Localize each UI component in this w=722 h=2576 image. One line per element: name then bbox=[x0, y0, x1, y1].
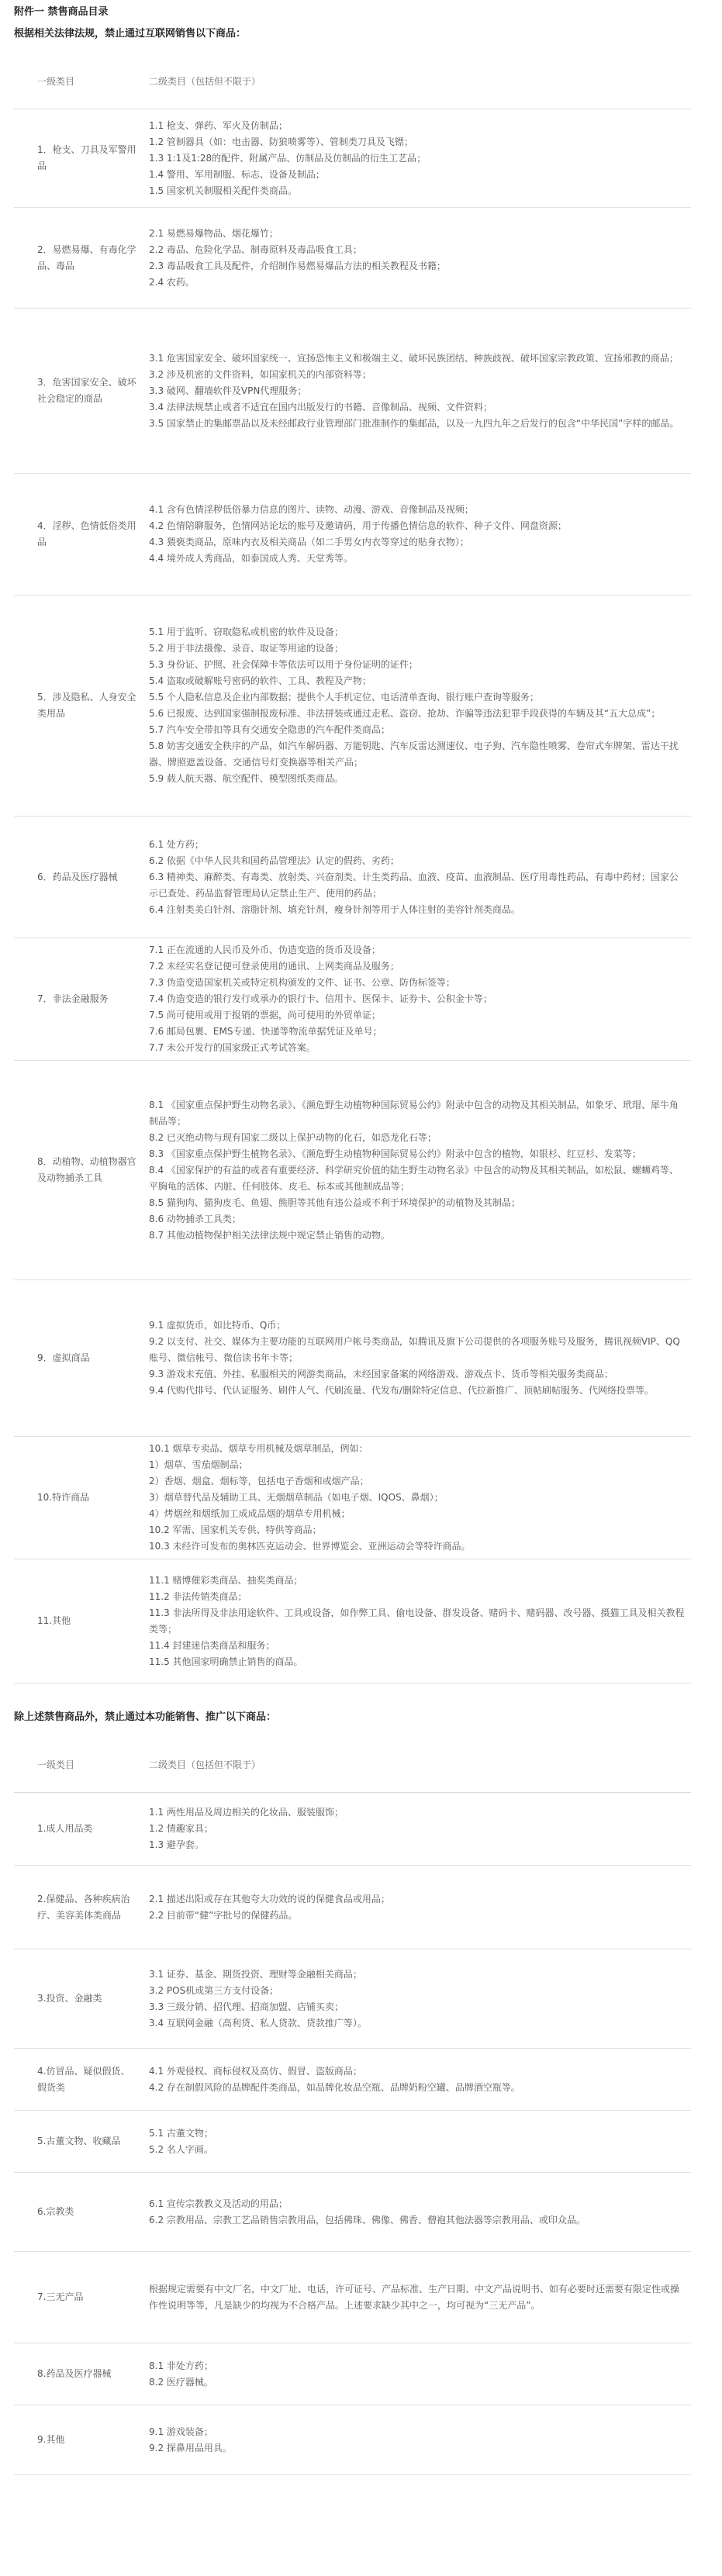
secondary-category-cell bbox=[143, 1437, 691, 1559]
secondary-item: 3.2 POS机或第三方支付设备； bbox=[149, 1984, 279, 1996]
primary-category-cell: 5．涉及隐私、人身安全类用品 bbox=[14, 596, 143, 817]
secondary-item: 8.2 医疗器械。 bbox=[149, 2376, 213, 2388]
secondary-item: 11.5 其他国家明确禁止销售的商品。 bbox=[149, 1656, 303, 1667]
table-header-row bbox=[14, 53, 691, 109]
secondary-item: 3.3 三级分销、招代理、招商加盟、店铺买卖； bbox=[149, 2001, 344, 2012]
secondary-item: 根据规定需要有中文厂名，中文厂址、电话，许可证号、产品标准、生产日期、中文产品说明书、如有必要时还需要有限定性或操作性说明等等，凡是缺少的均视为不合格产品。上述要求缺少其中之一，均可视为“三无产品”。 bbox=[149, 2283, 680, 2311]
secondary-item: 4.1 外观侵权、商标侵权及高仿、假冒、盗版商品； bbox=[149, 2065, 362, 2077]
secondary-item: 1.3 1:1及1:28的配件、附属产品、仿制品及仿制品的衍生工艺品； bbox=[149, 152, 427, 164]
table-row bbox=[14, 2343, 691, 2405]
secondary-item: 7.1 正在流通的人民币及外币、伪造变造的货币及设备； bbox=[149, 944, 381, 955]
table-row bbox=[14, 596, 691, 817]
table-row bbox=[14, 109, 691, 208]
secondary-item: 4.2 色情陪聊服务，色情网站论坛的账号及邀请码，用于传播色情信息的软件、种子文件、网盘资源； bbox=[149, 520, 567, 531]
primary-category-cell: 6．药品及医疗器械 bbox=[14, 817, 143, 938]
secondary-item: 7.6 邮局包裹、EMS专递、快递等物流单据凭证及单号； bbox=[149, 1026, 382, 1037]
secondary-item: 8.5 猫狗肉、猫狗皮毛、鱼翅、熊胆等其他有违公益或不利于环境保护的动植物及其制品； bbox=[149, 1196, 520, 1208]
table-row bbox=[14, 1866, 691, 1949]
secondary-category-cell bbox=[143, 474, 691, 596]
secondary-item: 2.1 易燃易爆物品、烟花爆竹； bbox=[149, 227, 278, 239]
secondary-item: 3.4 法律法规禁止或者不适宜在国内出版发行的书籍、音像制品、视频、文件资料； bbox=[149, 401, 492, 413]
secondary-item: 5.9 载人航天器、航空配件、模型图纸类商品。 bbox=[149, 773, 344, 784]
secondary-item: 2.2 毒品、危险化学品、制毒原料及毒品吸食工具； bbox=[149, 243, 362, 255]
primary-category-cell: 9.其他 bbox=[14, 2405, 143, 2475]
secondary-item: 1）烟草、雪茄烟制品； bbox=[149, 1459, 248, 1470]
secondary-category-cell bbox=[143, 1559, 691, 1683]
secondary-item: 6.2 宗教用品、宗教工艺品销售宗教用品，包括佛珠、佛像、佛香、僧袍其他法器等宗教用品、或印众品。 bbox=[149, 2214, 586, 2226]
secondary-category-cell bbox=[143, 1793, 691, 1866]
primary-category-cell: 7.三无产品 bbox=[14, 2252, 143, 2343]
table-row bbox=[14, 1280, 691, 1437]
prohibited-goods-table bbox=[14, 53, 691, 1683]
secondary-item: 2.2 目前带“健”字批号的保健药品。 bbox=[149, 1909, 298, 1921]
table-row bbox=[14, 817, 691, 938]
secondary-item: 3.3 破网、翻墙软件及VPN代理服务； bbox=[149, 385, 307, 396]
secondary-item: 7.5 尚可使用或用于报销的票据，尚可使用的外贸单证； bbox=[149, 1010, 381, 1020]
secondary-category-cell bbox=[143, 2252, 691, 2343]
document-title: 附件一 禁售商品目录 bbox=[14, 6, 109, 18]
primary-category-cell: 1．枪支、刀具及军警用品 bbox=[14, 109, 143, 208]
secondary-item: 1.2 管制器具（如：电击器、防狼喷雾等）、管制类刀具及飞镖； bbox=[149, 136, 413, 147]
secondary-item: 11.4 封建迷信类商品和服务； bbox=[149, 1639, 275, 1651]
restricted-goods-table bbox=[14, 1736, 691, 2475]
secondary-item: 8.2 已灭绝动物与现有国家二级以上保护动物的化石，如恐龙化石等； bbox=[149, 1131, 437, 1143]
secondary-item: 11.2 非法传销类商品； bbox=[149, 1590, 247, 1602]
primary-category-cell: 9．虚拟商品 bbox=[14, 1280, 143, 1437]
secondary-item: 8.4 《国家保护的有益的或者有重要经济、科学研究价值的陆生野生动物名录》中包含的动物及其相关制品，如松鼠、螺蛳鸡等、平胸龟的活体、内脏、任何肢体、皮毛、标本或其他制成品等； bbox=[149, 1164, 679, 1192]
table-row bbox=[14, 2049, 691, 2111]
secondary-item: 9.1 虚拟货币，如比特币、Q币； bbox=[149, 1320, 286, 1331]
secondary-item: 7.4 伪造变造的银行发行或承办的银行卡、信用卡、医保卡、证券卡、公积金卡等； bbox=[149, 993, 492, 1004]
secondary-item: 9.2 探鼻用品用具。 bbox=[149, 2442, 232, 2453]
column-header-primary: 一级类目 bbox=[14, 1736, 143, 1793]
secondary-item: 7.2 未经实名登记便可登录使用的通讯、上网类商品及服务； bbox=[149, 961, 399, 972]
primary-category-cell: 11.其他 bbox=[14, 1559, 143, 1683]
secondary-item: 3.4 互联网金融（高利贷、私人贷款、贷款推广等）。 bbox=[149, 2017, 367, 2029]
table-body bbox=[14, 1793, 691, 2475]
secondary-item: 8.3 《国家重点保护野生植物名录》、《濒危野生动植物种国际贸易公约》附录中包含的植物，如银杉、红豆杉、发菜等； bbox=[149, 1148, 641, 1159]
secondary-category-cell bbox=[143, 938, 691, 1061]
column-header-primary: 一级类目 bbox=[14, 53, 143, 109]
secondary-item: 2.1 描述出阳或存在其他夸大功效的说的保健食品或用品； bbox=[149, 1893, 390, 1904]
primary-category-cell: 8．动植物、动植物器官及动物捕杀工具 bbox=[14, 1061, 143, 1280]
secondary-item: 6.3 精神类、麻醉类、有毒类、放射类、兴奋剂类、计生类药品、血液、疫苗、血液制品、医疗用毒性药品，有毒中药材；国家公示已查处、药品监督管理局认定禁止生产、使用的药品； bbox=[149, 871, 679, 899]
secondary-item: 2.4 农药。 bbox=[149, 276, 195, 288]
secondary-item: 3.2 涉及机密的文件资料，如国家机关的内部资料等； bbox=[149, 368, 371, 380]
secondary-item: 8.6 动物捕杀工具类； bbox=[149, 1213, 241, 1224]
secondary-item: 6.1 宣传宗教教义及活动的用品； bbox=[149, 2198, 288, 2209]
secondary-item: 2.3 毒品吸食工具及配件，介绍制作易燃易爆品方法的相关教程及书籍； bbox=[149, 260, 446, 271]
secondary-item: 5.8 妨害交通安全秩序的产品，如汽车解码器、万能钥匙、汽车反雷达测速仪、电子狗、汽车隐性喷雾、卷帘式车牌架、雷达干扰器、牌照遮盖设备、交通信号灯变换器等相关产品； bbox=[149, 741, 679, 768]
table-row bbox=[14, 208, 691, 309]
secondary-item: 5.3 身份证、护照、社会保障卡等依法可以用于身份证明的证件； bbox=[149, 659, 418, 670]
table-row bbox=[14, 474, 691, 596]
secondary-item: 6.4 注射类美白针剂、溶脂针剂、填充针剂，瘦身针剂等用于人体注射的美容针剂类商品。 bbox=[149, 903, 520, 915]
secondary-item: 1.1 两性用品及周边相关的化妆品、服装服饰； bbox=[149, 1807, 344, 1818]
secondary-item: 9.2 以支付、社交、媒体为主要功能的互联网用户帐号类商品，如腾讯及旗下公司提供的各项服务账号及服务，腾讯视频VIP、QQ账号、微信帐号、微信读书年卡等； bbox=[149, 1336, 680, 1363]
secondary-item: 5.2 用于非法摄像、录音、取证等用途的设备； bbox=[149, 643, 344, 654]
table-row bbox=[14, 1793, 691, 1866]
secondary-item: 8.1 非处方药； bbox=[149, 2360, 213, 2371]
primary-category-cell: 6.宗教类 bbox=[14, 2173, 143, 2252]
secondary-item: 3.5 国家禁止的集邮票品以及未经邮政行业管理部门批准制作的集邮品，以及一九四九年之后发行的包含“中华民国”字样的邮品。 bbox=[149, 417, 679, 429]
primary-category-cell: 3.投资、金融类 bbox=[14, 1949, 143, 2049]
secondary-item: 1.4 警用、军用制服、标志、设备及制品； bbox=[149, 168, 325, 180]
primary-category-cell: 7．非法金融服务 bbox=[14, 938, 143, 1061]
secondary-item: 8.1 《国家重点保护野生动物名录》、《濒危野生动植物种国际贸易公约》附录中包含的动物及其相关制品，如象牙、玳瑁、犀牛角制品等； bbox=[149, 1099, 679, 1127]
table-row bbox=[14, 1559, 691, 1683]
primary-category-cell: 8.药品及医疗器械 bbox=[14, 2343, 143, 2405]
secondary-item: 10.1 烟草专卖品、烟草专用机械及烟草制品，例如： bbox=[149, 1443, 368, 1454]
table-header-row bbox=[14, 1736, 691, 1793]
secondary-item: 8.7 其他动植物保护相关法律法规中规定禁止销售的动物。 bbox=[149, 1229, 390, 1241]
secondary-item: 5.2 名人字画。 bbox=[149, 2143, 213, 2155]
secondary-item: 7.7 未公开发行的国家级正式考试答案。 bbox=[149, 1042, 316, 1053]
document-page bbox=[0, 2, 722, 2475]
primary-category-cell: 3．危害国家安全、破坏社会稳定的商品 bbox=[14, 309, 143, 474]
table-row bbox=[14, 309, 691, 474]
column-header-secondary: 二级类目（包括但不限于） bbox=[143, 1736, 691, 1793]
spacer bbox=[14, 1683, 691, 1707]
secondary-item: 3）烟草替代品及辅助工具、无烟烟草制品（如电子烟、IQOS、鼻烟）； bbox=[149, 1492, 444, 1503]
spacer bbox=[14, 1728, 691, 1736]
secondary-category-cell bbox=[143, 109, 691, 208]
secondary-item: 5.6 已报废、达到国家强制报废标准、非法拼装或通过走私、盗窃、抢劫、诈骗等违法犯罪手段获得的车辆及其“五大总成”； bbox=[149, 708, 661, 719]
secondary-item: 1.5 国家机关制服相关配件类商品。 bbox=[149, 185, 297, 196]
secondary-item: 10.3 未经许可发布的奥林匹克运动会、世界博览会、亚洲运动会等特许商品。 bbox=[149, 1541, 471, 1552]
secondary-item: 4.1 含有色情淫秽低俗暴力信息的图片、读物、动漫、游戏、音像制品及视频； bbox=[149, 504, 474, 515]
secondary-item: 2）香烟、烟盒、烟标等，包括电子香烟和或烟产品； bbox=[149, 1476, 369, 1487]
secondary-item: 6.1 处方药； bbox=[149, 838, 204, 850]
table-row bbox=[14, 2405, 691, 2475]
secondary-item: 5.4 盗取或破解账号密码的软件、工具、教程及产物； bbox=[149, 675, 371, 686]
secondary-item: 11.1 赌博催彩类商品、抽奖类商品； bbox=[149, 1574, 303, 1586]
secondary-category-cell bbox=[143, 2405, 691, 2475]
secondary-item: 5.5 个人隐私信息及企业内部数据；提供个人手机定位、电话清单查询、银行账户查询等服务； bbox=[149, 692, 539, 703]
secondary-category-cell bbox=[143, 309, 691, 474]
secondary-category-cell bbox=[143, 596, 691, 817]
secondary-item: 3.1 危害国家安全、破坏国家统一、宣扬恐怖主义和极端主义、破坏民族团结、种族歧视、破坏国家宗教政策、宣扬邪教的商品； bbox=[149, 352, 679, 364]
primary-category-cell: 4.仿冒品、疑似假货、假货类 bbox=[14, 2049, 143, 2111]
secondary-item: 5.1 古董文物； bbox=[149, 2127, 213, 2139]
column-header-secondary: 二级类目（包括但不限于） bbox=[143, 53, 691, 109]
primary-category-cell: 2．易燃易爆、有毒化学品、毒品 bbox=[14, 208, 143, 309]
secondary-item: 9.3 游戏未充值、外挂、私服相关的网游类商品，未经国家备案的网络游戏、游戏点卡、货币等相关服务类商品； bbox=[149, 1369, 613, 1380]
secondary-category-cell bbox=[143, 1280, 691, 1437]
secondary-item: 7.3 伪造变造国家机关或特定机构颁发的文件、证书、公章、防伪标签等； bbox=[149, 977, 455, 988]
secondary-category-cell bbox=[143, 208, 691, 309]
primary-category-cell: 1.成人用品类 bbox=[14, 1793, 143, 1866]
secondary-item: 4.2 存在制假风险的品牌配件类商品，如品牌化妆品空瓶、品牌奶粉空罐、品牌酒空瓶等。 bbox=[149, 2081, 520, 2093]
secondary-category-cell bbox=[143, 1061, 691, 1280]
secondary-item: 11.3 非法所得及非法用途软件、工具或设备，如作弊工具、偷电设备、群发设备、赌码卡、赌码器、改号器、摄猫工具及相关教程类等； bbox=[149, 1607, 685, 1635]
secondary-category-cell bbox=[143, 817, 691, 938]
secondary-item: 1.1 枪支、弹药、军火及仿制品； bbox=[149, 119, 288, 131]
table-row bbox=[14, 938, 691, 1061]
secondary-category-cell bbox=[143, 2173, 691, 2252]
secondary-item: 5.1 用于监听、窃取隐私或机密的软件及设备； bbox=[149, 627, 344, 637]
secondary-category-cell bbox=[143, 1949, 691, 2049]
secondary-item: 9.4 代购代排号、代认证服务、刷件人气、代刷流量、代发布/删除特定信息、代拉新推广、顶帖刷帖服务、代网络投票等。 bbox=[149, 1385, 654, 1396]
secondary-item: 1.3 避孕套。 bbox=[149, 1839, 204, 1850]
secondary-item: 6.2 依据《中华人民共和国药品管理法》认定的假药、劣药； bbox=[149, 855, 399, 866]
table-row bbox=[14, 2111, 691, 2173]
secondary-item: 10.2 军需、国家机关专供、特供等商品； bbox=[149, 1525, 322, 1535]
table-row bbox=[14, 1437, 691, 1559]
primary-category-cell: 10.特许商品 bbox=[14, 1437, 143, 1559]
secondary-category-cell bbox=[143, 2343, 691, 2405]
section2-title: 除上述禁售商品外，禁止通过本功能销售、推广以下商品： bbox=[14, 1711, 277, 1723]
primary-category-cell: 5.古董文物、收藏品 bbox=[14, 2111, 143, 2173]
spacer bbox=[14, 45, 691, 53]
table-row bbox=[14, 2252, 691, 2343]
primary-category-cell: 4．淫秽、色情低俗类用品 bbox=[14, 474, 143, 596]
secondary-item: 1.2 情趣家具； bbox=[149, 1823, 213, 1834]
secondary-category-cell bbox=[143, 2049, 691, 2111]
table-row bbox=[14, 2173, 691, 2252]
secondary-item: 4.3 猥亵类商品，原味内衣及相关商品（如二手男女内衣等穿过的贴身衣物）； bbox=[149, 537, 469, 547]
secondary-item: 4.4 境外成人秀商品，如泰国成人秀、天堂秀等。 bbox=[149, 553, 353, 564]
primary-category-cell: 2.保健品、各种疾病治疗、美容美体类商品 bbox=[14, 1866, 143, 1949]
secondary-item: 3.1 证券、基金、期货投资、理财等金融相关商品； bbox=[149, 1968, 362, 1980]
secondary-item: 9.1 游戏装备； bbox=[149, 2426, 213, 2437]
secondary-category-cell bbox=[143, 2111, 691, 2173]
table-row bbox=[14, 1949, 691, 2049]
section1-title: 根据相关法律法规，禁止通过互联网销售以下商品： bbox=[14, 28, 247, 40]
table-row bbox=[14, 1061, 691, 1280]
secondary-item: 5.7 汽车安全带扣等具有交通安全隐患的汽车配件类商品； bbox=[149, 724, 390, 735]
table-body bbox=[14, 109, 691, 1683]
secondary-item: 4）烤烟丝和烟纸加工成成品烟的烟草专用机械； bbox=[149, 1508, 351, 1519]
secondary-category-cell bbox=[143, 1866, 691, 1949]
